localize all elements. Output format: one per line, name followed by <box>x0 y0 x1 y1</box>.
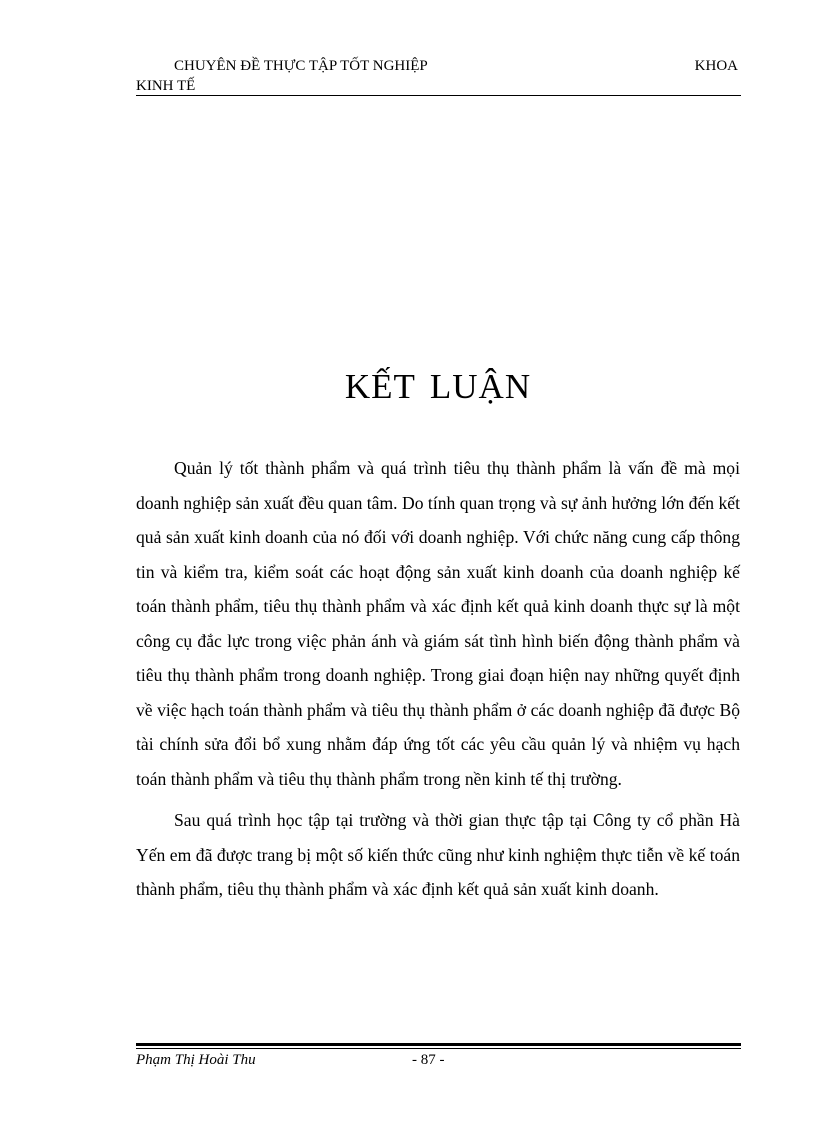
title-word-1: KẾT <box>344 367 416 406</box>
page-header <box>136 56 740 96</box>
body-text <box>136 451 740 914</box>
footer-divider-thin <box>136 1048 741 1049</box>
footer-author: Phạm Thị Hoài Thu <box>136 1052 256 1068</box>
title-word-2: LUẬN <box>429 367 532 406</box>
header-title: CHUYÊN ĐỀ THỰC TẬP TỐT NGHIỆP <box>174 58 428 74</box>
page-footer <box>136 1050 740 1070</box>
footer-divider-thick <box>136 1043 741 1046</box>
paragraph-2: Sau quá trình học tập tại trường và thời gian thực tập tại Công ty cổ phần Hà Yến em đã được trang bị một số kiến thức cũng như kinh nghiệm thực tiễn về kế toán thành phẩm, tiêu thụ thành phẩm và xác định kết quả sản xuất kinh doanh. <box>136 810 740 899</box>
header-department-continuation: KINH TẾ <box>136 78 196 94</box>
paragraph-1: Quản lý tốt thành phẩm và quá trình tiêu thụ thành phẩm là vấn đề mà mọi doanh nghiệp sản xuất đều quan tâm. Do tính quan trọng và sự ảnh hưởng lớn đến kết quả sản xuất kinh doanh của nó đối với doanh nghiệp. Với chức năng cung cấp thông tin và kiểm tra, kiểm soát các hoạt động sản xuất kinh doanh của doanh nghiệp kế toán thành phẩm, tiêu thụ thành phẩm và xác định kết quả kinh doanh thực sự là một công cụ đắc lực trong việc phản ánh và giám sát tình hình biến động thành phẩm và tiêu thụ thành phẩm trong doanh nghiệp. Trong giai đoạn hiện nay những quyết định về việc hạch toán thành phẩm và tiêu thụ thành phẩm ở các doanh nghiệp đã được Bộ tài chính sửa đổi bổ xung nhằm đáp ứng tốt các yêu cầu quản lý và nhiệm vụ hạch toán thành phẩm và tiêu thụ thành phẩm trong nền kinh tế thị trường. <box>136 458 740 789</box>
page-number: - 87 - <box>412 1052 445 1068</box>
header-line <box>136 56 740 76</box>
section-title <box>136 360 740 414</box>
header-department: KHOA <box>694 58 738 74</box>
header-divider <box>136 95 741 96</box>
